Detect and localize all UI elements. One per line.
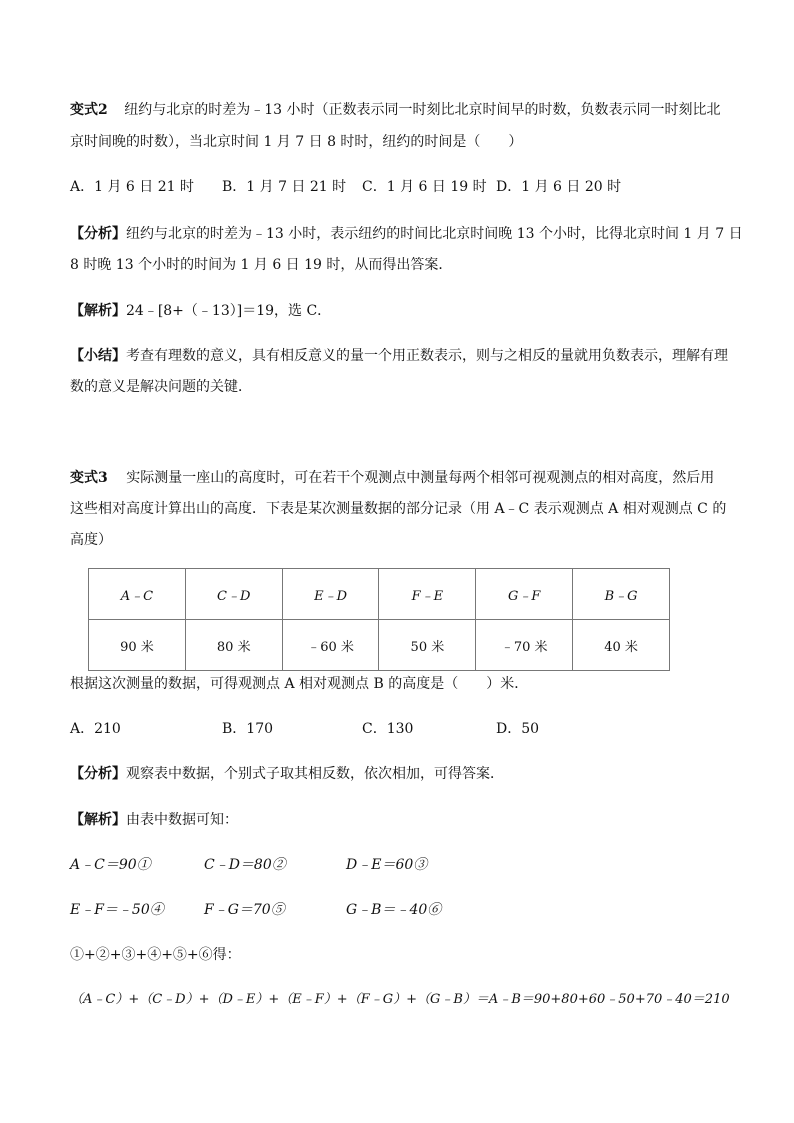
q2-stem-text1: 纽约与北京的时差为﹣13 小时（正数表示同一时刻比北京时间早的时数，负数表示同一时刻比北 [124, 102, 721, 118]
q3-solution-intro [70, 810, 238, 830]
q2-solution-text: 24﹣[8+（﹣13）]＝19，选 C． [126, 303, 332, 319]
q2-summary-text1: 考查有理数的意义，具有相反意义的量一个用正数表示，则与之相反的量就用负数表示，理解有理 [126, 348, 728, 364]
equation-4: E﹣F＝﹣50④ [70, 902, 164, 918]
q2-option-a: A．1 月 6 日 21 时 [70, 179, 194, 195]
table-header-cell: B﹣G [573, 569, 670, 620]
q2-option-b: B．1 月 7 日 21 时 [222, 179, 347, 195]
table-value-cell: 40 米 [573, 620, 670, 671]
q3-label: 变式3 [70, 470, 108, 486]
q2-label: 变式2 [70, 102, 108, 118]
equation-5: F﹣G＝70⑤ [204, 902, 285, 918]
equation-3: D﹣E＝60③ [346, 857, 428, 873]
q3-option-c: C．130 [362, 721, 414, 737]
q2-analysis-text1: 纽约与北京的时差为﹣13 小时，表示纽约的时间比北京时间晚 13 个小时，比得北京时间 1 月 7 日 [126, 226, 743, 242]
q2-solution [70, 301, 331, 321]
measurement-table [88, 568, 670, 671]
q3-option-d: D．50 [496, 721, 540, 737]
table-header-row [89, 569, 670, 620]
q2-summary-line1 [70, 346, 728, 366]
table-value-cell: 80 米 [185, 620, 282, 671]
table-header-cell: C﹣D [185, 569, 282, 620]
q2-analysis-line1 [70, 224, 743, 244]
table-value-row [89, 620, 670, 671]
table-header-cell: F﹣E [379, 569, 476, 620]
q2-stem-line1 [70, 100, 720, 120]
q2-solution-tag: 【解析】 [70, 303, 126, 319]
sum-equation: （A﹣C）+（C﹣D）+（D﹣E）+（E﹣F）+（F﹣G）+（G﹣B）＝A﹣B＝90+80+60﹣50+70﹣40＝210 [70, 992, 730, 1007]
q3-option-b: B．170 [222, 721, 274, 737]
table-header-cell: E﹣D [282, 569, 379, 620]
q3-analysis-text: 观察表中数据，个别式子取其相反数，依次相加，可得答案． [126, 766, 504, 782]
q3-stem-line3: 高度） [70, 532, 112, 548]
equation-1: A﹣C＝90① [70, 857, 151, 873]
table-value-cell: ﹣60 米 [282, 620, 379, 671]
q3-option-a: A．210 [70, 721, 121, 737]
q3-solution-tag: 【解析】 [70, 812, 126, 828]
table-value-cell: ﹣70 米 [476, 620, 573, 671]
table-header-cell: G﹣F [476, 569, 573, 620]
q2-option-c: C．1 月 6 日 19 时 [362, 179, 487, 195]
q2-summary-tag: 【小结】 [70, 348, 126, 364]
equation-6: G﹣B＝﹣40⑥ [346, 902, 442, 918]
q3-question: 根据这次测量的数据，可得观测点 A 相对观测点 B 的高度是（ ）米． [70, 676, 529, 692]
q3-analysis [70, 764, 504, 784]
q3-analysis-tag: 【分析】 [70, 766, 126, 782]
q2-summary-line2: 数的意义是解决问题的关键． [70, 379, 252, 395]
q3-solution-intro-text: 由表中数据可知： [126, 812, 238, 828]
q2-analysis-tag: 【分析】 [70, 226, 126, 242]
q2-stem-line2: 京时间晚的时数），当北京时间 1 月 7 日 8 时时，纽约的时间是（ ） [70, 134, 523, 150]
table-header-cell: A﹣C [89, 569, 186, 620]
q3-stem-line2: 这些相对高度计算出山的高度．下表是某次测量数据的部分记录（用 A﹣C 表示观测点 A 相对观测点 C 的 [70, 501, 727, 517]
q2-analysis-line2: 8 时晚 13 个小时的时间为 1 月 6 日 19 时，从而得出答案． [70, 257, 453, 273]
q3-stem-text1: 实际测量一座山的高度时，可在若干个观测点中测量每两个相邻可视观测点的相对高度，然后用 [126, 470, 715, 486]
q2-option-d: D．1 月 6 日 20 时 [496, 179, 622, 195]
q3-stem-line1 [70, 468, 714, 488]
equation-2: C﹣D＝80② [204, 857, 286, 873]
sum-intro: ①+②+③+④+⑤+⑥得： [70, 947, 241, 963]
table-value-cell: 50 米 [379, 620, 476, 671]
table-value-cell: 90 米 [89, 620, 186, 671]
